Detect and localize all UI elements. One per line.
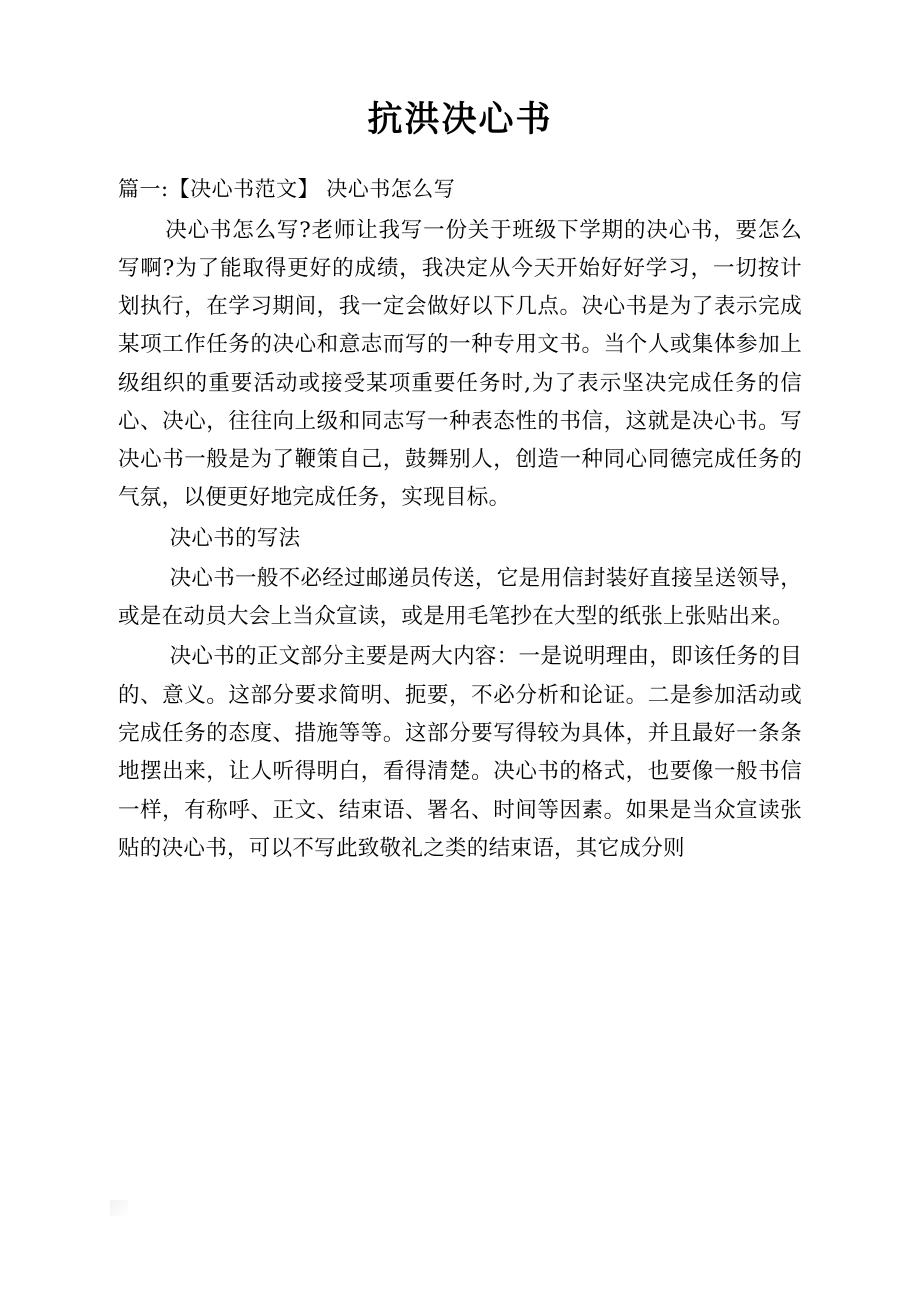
page-title: 抗洪决心书 bbox=[367, 100, 553, 140]
body-paragraph: 决心书的写法 bbox=[169, 525, 301, 551]
section-heading: 篇一:【决心书范文】 决心书怎么写 bbox=[118, 177, 456, 201]
body-paragraph: 决心书的正文部分主要是两大内容：一是说明理由，即该任务的目的、意义。这部分要求简明、扼要，不必分析和论证。二是参加活动或完成任务的态度、措施等等。这部分要写得较为具体，并且最好一条条地摆出来，让人听得明白，看得清楚。决心书的格式，也要像一般书信一样，有称呼、正文、结束语、署名、时间等因素。如果是当众宣读张贴的决心书，可以不写此致敬礼之类的结束语，其它成分则 bbox=[118, 644, 802, 861]
body-paragraph: 决心书一般不必经过邮递员传送，它是用信封装好直接呈送领导，或是在动员大会上当众宣读，或是用毛笔抄在大型的纸张上张贴出来。 bbox=[118, 565, 802, 630]
body-paragraph: 决心书怎么写?老师让我写一份关于班级下学期的决心书，要怎么写啊?为了能取得更好的成绩，我决定从今天开始好好学习，一切按计划执行，在学习期间，我一定会做好以下几点。决心书是为了表示完成某项工作任务的决心和意志而写的一种专用文书。当个人或集体参加上级组织的重要活动或接受某项重要任务时,为了表示坚决完成任务的信心、决心，往往向上级和同志写一种表态性的书信，这就是决心书。写决心书一般是为了鞭策自己，鼓舞别人，创造一种同心同德完成任务的气氛，以便更好地完成任务，实现目标。 bbox=[118, 217, 802, 511]
page-bottom-edge bbox=[0, 1242, 920, 1302]
page-corner-fold bbox=[110, 1200, 128, 1216]
